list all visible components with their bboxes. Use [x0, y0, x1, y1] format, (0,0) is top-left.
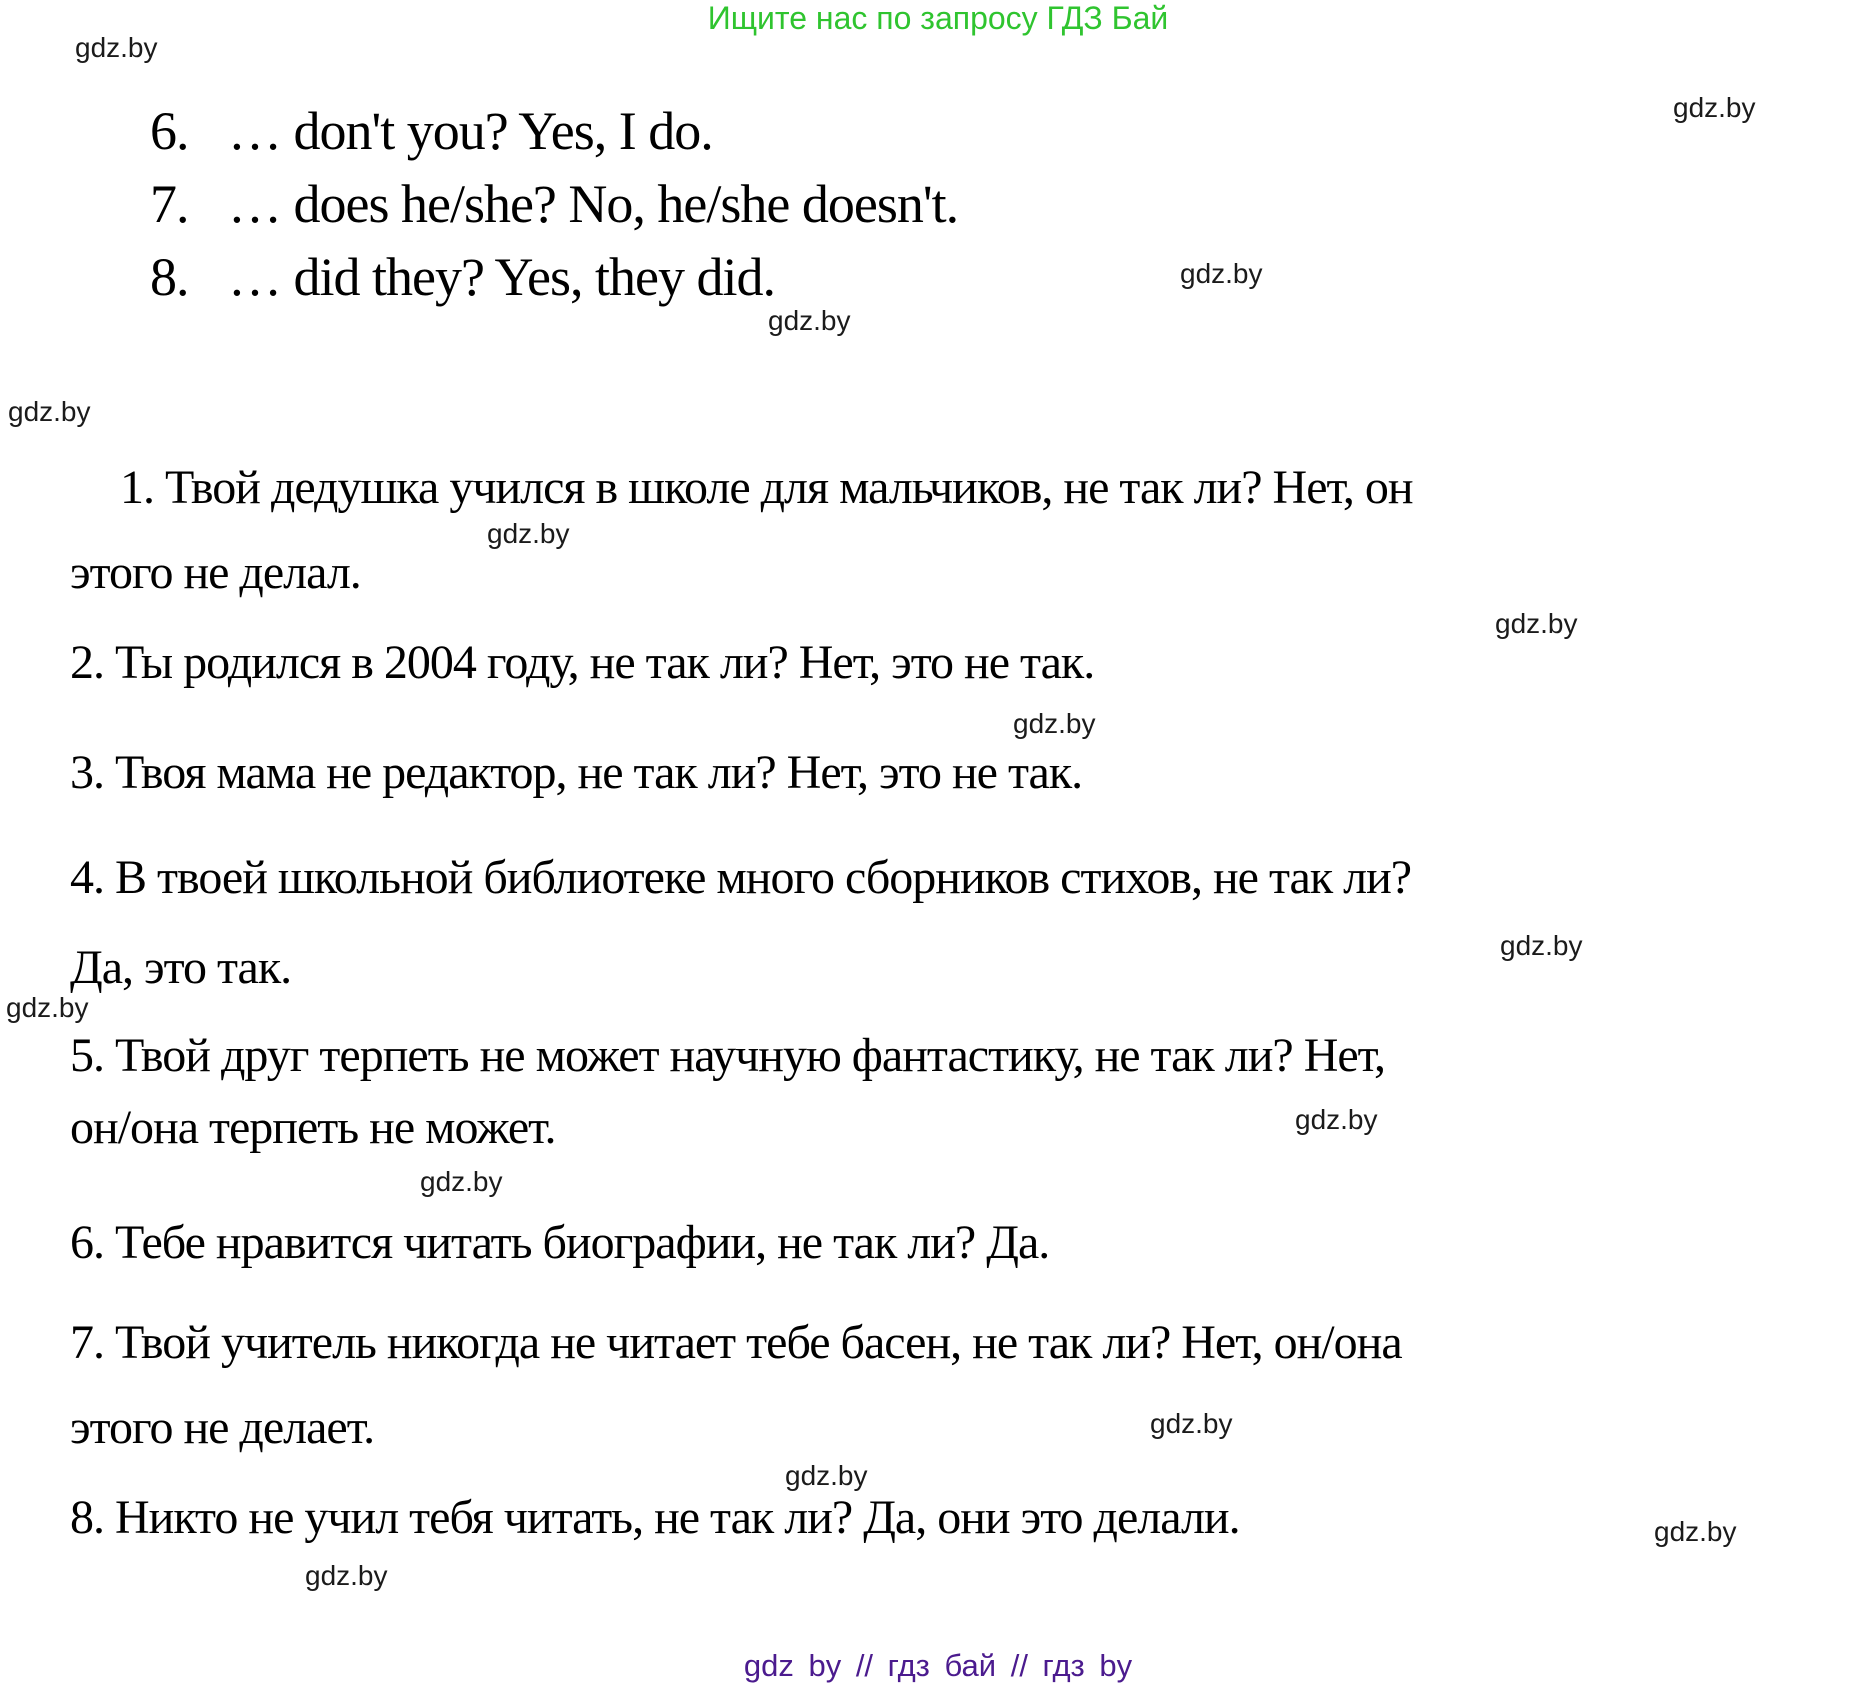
list-number: 6.	[150, 101, 189, 161]
gdz-watermark: gdz.by	[8, 396, 91, 427]
gdz-watermark: gdz.by	[1295, 1104, 1378, 1135]
russian-item-3: 3. Твоя мама не редактор, не так ли? Нет, это не так.	[70, 746, 1083, 799]
gdz-watermark: gdz.by	[768, 305, 851, 336]
gdz-watermark: gdz.by	[1500, 930, 1583, 961]
russian-item-5-line-1: 5. Твой друг терпеть не может научную фантастику, не так ли? Нет,	[70, 1029, 1386, 1082]
russian-item-6: 6. Тебе нравится читать биографии, не так ли? Да.	[70, 1216, 1050, 1269]
russian-item-4-line-1: 4. В твоей школьной библиотеке много сборников стихов, не так ли?	[70, 851, 1412, 904]
list-text: … did they? Yes, they did.	[228, 247, 775, 307]
list-number: 7.	[150, 174, 189, 234]
gdz-watermark: gdz.by	[1150, 1408, 1233, 1439]
gdz-watermark: gdz.by	[1673, 92, 1756, 123]
gdz-watermark: gdz.by	[420, 1166, 503, 1197]
gdz-watermark: gdz.by	[305, 1560, 388, 1591]
list-number: 8.	[150, 247, 189, 307]
site-footer-keywords: gdz by // гдз бай // гдз by	[743, 1648, 1133, 1683]
site-promo-header: Ищите нас по запросу ГДЗ Бай	[707, 0, 1169, 36]
gdz-watermark: gdz.by	[1495, 608, 1578, 639]
russian-item-5-line-2: он/она терпеть не может.	[70, 1101, 556, 1154]
russian-item-4-line-2: Да, это так.	[70, 941, 292, 994]
russian-item-7-line-2: этого не делает.	[70, 1401, 375, 1454]
gdz-watermark: gdz.by	[1180, 258, 1263, 289]
gdz-watermark: gdz.by	[75, 32, 158, 63]
english-answer-7	[150, 173, 958, 235]
russian-item-7-line-1: 7. Твой учитель никогда не читает тебе басен, не так ли? Нет, он/она	[70, 1316, 1402, 1369]
english-answer-6	[150, 100, 713, 162]
russian-item-8: 8. Никто не учил тебя читать, не так ли? Да, они это делали.	[70, 1491, 1240, 1544]
gdz-watermark: gdz.by	[6, 992, 89, 1023]
russian-item-1-line-1: 1. Твой дедушка учился в школе для мальчиков, не так ли? Нет, он	[120, 461, 1413, 514]
gdz-watermark: gdz.by	[785, 1460, 868, 1491]
english-answer-8	[150, 246, 775, 308]
list-text: … don't you? Yes, I do.	[228, 101, 713, 161]
gdz-watermark: gdz.by	[1654, 1516, 1737, 1547]
gdz-watermark: gdz.by	[1013, 708, 1096, 739]
gdz-watermark: gdz.by	[487, 518, 570, 549]
russian-item-2: 2. Ты родился в 2004 году, не так ли? Нет, это не так.	[70, 636, 1095, 689]
list-text: … does he/she? No, he/she doesn't.	[228, 174, 959, 234]
russian-item-1-line-2: этого не делал.	[70, 546, 361, 599]
